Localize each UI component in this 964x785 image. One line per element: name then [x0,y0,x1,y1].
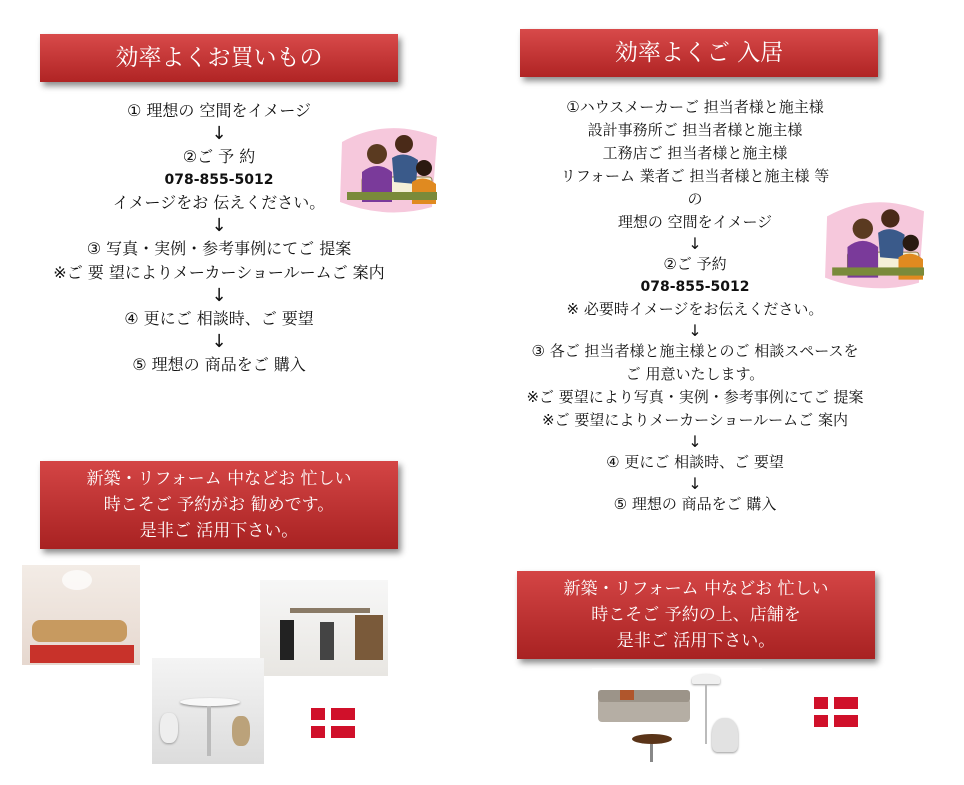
left-step-2-note: イメージをお 伝えください。 [112,193,326,212]
right-step-3-line-2: ご 用意いたします。 [625,365,765,383]
left-step-3: ③ 写真・実例・参考事例にてご 提案 [86,239,352,258]
arrow-icon: ↓ [688,321,702,340]
right-step-3-line-1: ③ 各ご 担当者様と施主様とのご 相談スペースを [531,342,859,360]
left-step-4: ④ 更にご 相談時、ご 要望 [124,309,314,328]
danish-flag-icon [311,708,355,738]
right-promo-box [517,571,875,659]
left-promo-line-1: 新築・リフォーム 中などお 忙しい [86,469,352,489]
right-step-2: ②ご 予約 [663,255,727,273]
right-step-5: ⑤ 理想の 商品をご 購入 [613,495,777,513]
left-header: 効率よくお買いもの [40,34,398,82]
left-step-3-note: ※ご 要 望によりメーカーショールームご 案内 [53,263,385,282]
left-step-5: ⑤ 理想の 商品をご 購入 [132,355,306,374]
left-promo-line-2: 時こそご 予約がお 勧めです。 [103,495,335,515]
right-promo-line-1: 新築・リフォーム 中などお 忙しい [563,579,829,599]
right-step-3-note-1: ※ご 要望により写真・実例・参考事例にてご 提案 [526,388,864,406]
arrow-icon: ↓ [688,432,702,451]
left-promo-box [40,461,398,549]
left-step-2: ②ご 予 約 [182,147,256,166]
right-flow [490,96,900,516]
arrow-icon: ↓ [211,215,227,236]
arrow-icon: ↓ [211,123,227,144]
danish-flag-icon [814,697,858,727]
right-step-1-line-1: ①ハウスメーカーご 担当者様と施主様 [566,98,824,116]
right-step-1-line-6: 理想の 空間をイメージ [617,213,773,231]
right-step-3-note-2: ※ご 要望によりメーカーショールームご 案内 [542,411,848,429]
right-promo-line-2: 時こそご 予約の上、店舗を [591,605,801,625]
living-room-photo [22,565,140,665]
right-step-1-line-2: 設計事務所ご 担当者様と施主様 [587,121,803,139]
right-promo-line-3: 是非ご 活用下さい。 [616,631,776,651]
arrow-icon: ↓ [211,285,227,306]
arrow-icon: ↓ [688,474,702,493]
right-step-1-line-5: の [687,190,703,208]
right-step-1-line-4: リフォーム 業者ご 担当者様と施主様 等 [560,167,830,185]
cafe-interior-photo [152,658,264,764]
right-step-2-note: ※ 必要時イメージをお伝えください。 [566,300,824,318]
left-phone-number[interactable]: 078-855-5012 [164,172,274,188]
right-step-4: ④ 更にご 相談時、ご 要望 [606,453,784,471]
consultation-clipart-icon [812,196,934,296]
dining-room-photo [260,580,388,676]
right-header: 効率よくご 入居 [520,29,878,77]
left-promo-line-3: 是非ご 活用下さい。 [139,521,299,541]
furniture-photo [592,668,762,770]
right-phone-number[interactable]: 078-855-5012 [640,279,750,295]
consultation-clipart-icon [332,122,442,220]
arrow-icon: ↓ [211,331,227,352]
arrow-icon: ↓ [688,234,702,253]
right-step-1-line-3: 工務店ご 担当者様と施主様 [602,144,788,162]
left-step-1: ① 理想の 空間をイメージ [126,101,312,120]
